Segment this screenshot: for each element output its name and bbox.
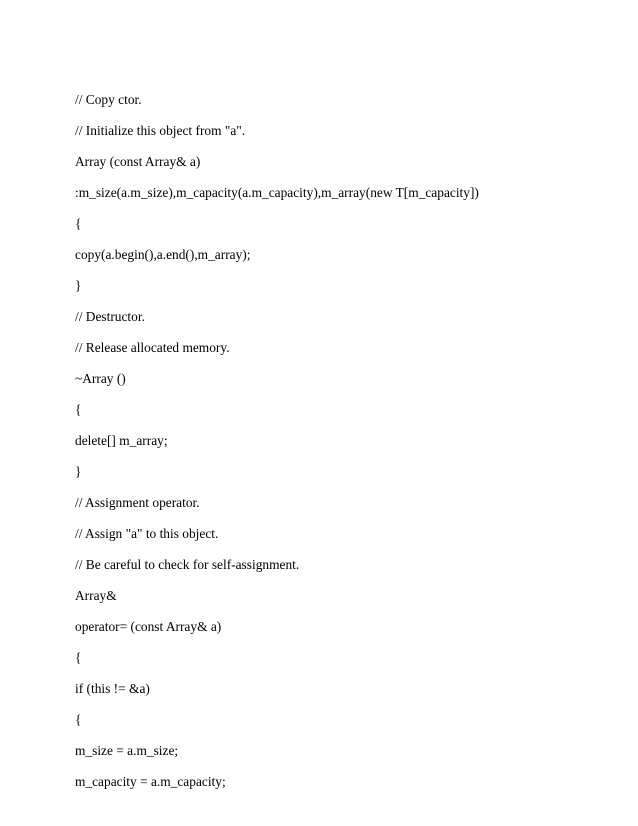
code-line: operator= (const Array& a) <box>75 619 222 634</box>
code-line: } <box>75 464 82 479</box>
code-line: { <box>75 650 82 665</box>
code-line: { <box>75 216 82 231</box>
code-line: // Initialize this object from "a". <box>75 123 246 138</box>
code-line: // Copy ctor. <box>75 92 142 107</box>
code-line: // Be careful to check for self-assignment. <box>75 557 300 572</box>
code-line: ~Array () <box>75 371 126 386</box>
code-line: Array (const Array& a) <box>75 154 201 169</box>
code-line: if (this != &a) <box>75 681 150 696</box>
code-line: // Release allocated memory. <box>75 340 230 355</box>
code-line: } <box>75 278 82 293</box>
code-line: delete[] m_array; <box>75 433 168 448</box>
code-line: copy(a.begin(),a.end(),m_array); <box>75 247 251 262</box>
code-line: // Destructor. <box>75 309 145 324</box>
code-line: Array& <box>75 588 117 603</box>
code-line: :m_size(a.m_size),m_capacity(a.m_capacity),m_array(new T[m_capacity]) <box>75 185 479 200</box>
code-line: { <box>75 712 82 727</box>
code-line: m_capacity = a.m_capacity; <box>75 774 226 789</box>
code-line: // Assign "a" to this object. <box>75 526 219 541</box>
code-line: { <box>75 402 82 417</box>
code-line: // Assignment operator. <box>75 495 200 510</box>
code-line: m_size = a.m_size; <box>75 743 179 758</box>
